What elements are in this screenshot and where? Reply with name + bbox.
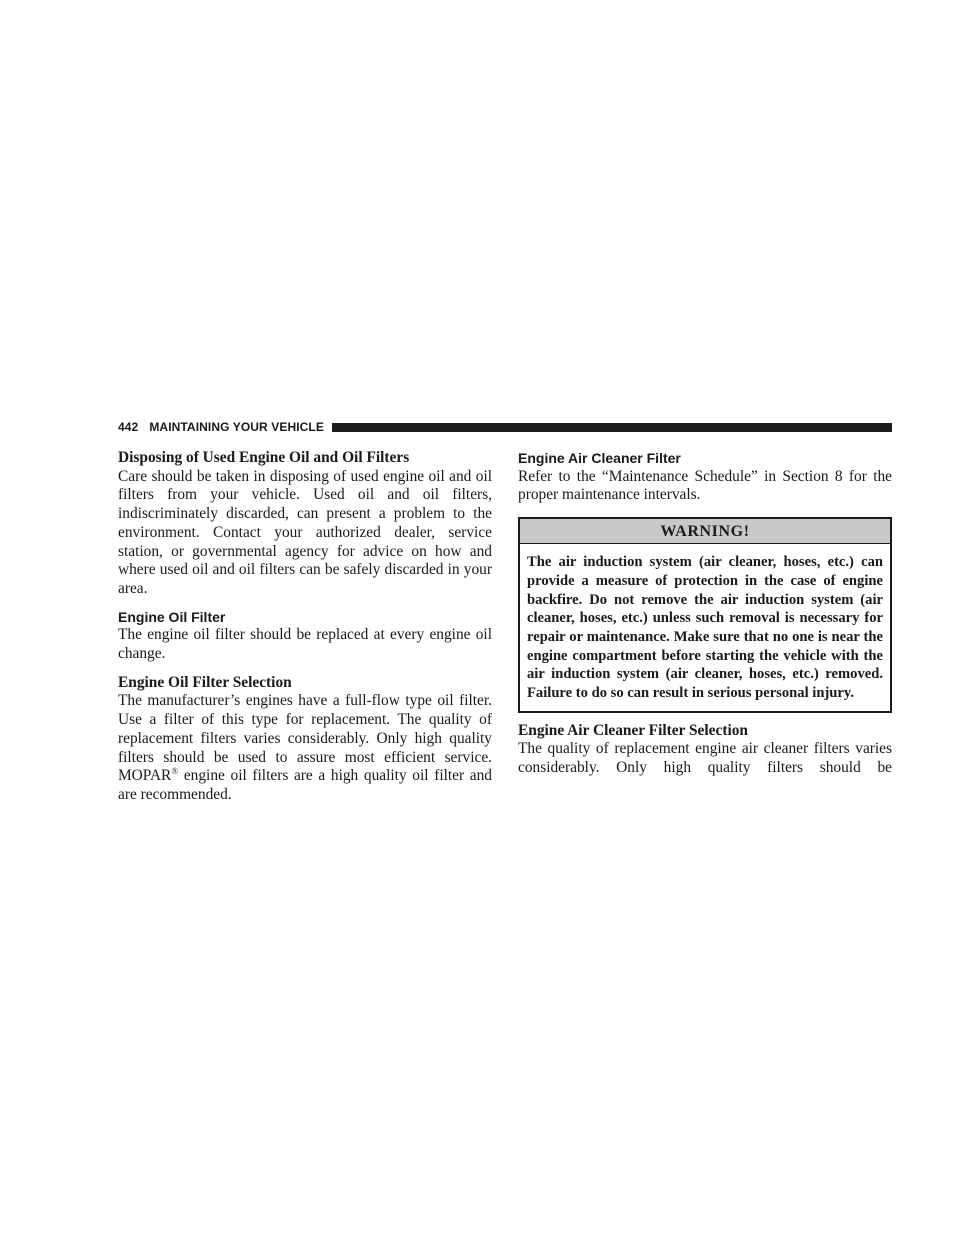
disposing-heading: Disposing of Used Engine Oil and Oil Filters	[118, 449, 410, 466]
oil-filter-selection-heading: Engine Oil Filter Selection	[118, 673, 292, 691]
warning-title: WARNING!	[520, 519, 890, 544]
air-cleaner-selection-paragraph: The quality of replacement engine air cleaner filters varies considerably. Only high quality filters should be	[518, 740, 892, 777]
air-cleaner-paragraph: Refer to the “Maintenance Schedule” in Section 8 for the proper maintenance intervals.	[518, 467, 892, 504]
air-cleaner-selection-heading: Engine Air Cleaner Filter Selection	[518, 721, 748, 739]
oil-filter-paragraph: The engine oil filter should be replaced at every engine oil change.	[118, 626, 492, 663]
oil-filter-selection-paragraph	[118, 692, 492, 804]
section-title: MAINTAINING YOUR VEHICLE	[149, 420, 324, 434]
air-cleaner-heading: Engine Air Cleaner Filter	[518, 450, 681, 466]
warning-text: The air induction system (air cleaner, hoses, etc.) can provide a measure of protection in the case of engine backfire. Do not remove the air induction system (air cleaner, hoses, etc.) unless such removal is necessary for repair or maintenance. Make sure that no one is near the engine compartment before starting the vehicle with the air induction system (air cleaner, hoses, etc.) removed. Failure to do so can result in serious personal injury.	[527, 554, 883, 702]
oil-filter-heading: Engine Oil Filter	[118, 608, 226, 625]
left-column	[118, 449, 492, 805]
selection-text-end: engine oil filters are a high quality oil filter and are recommended.	[118, 767, 492, 803]
warning-box	[518, 517, 892, 713]
header-rule	[332, 423, 892, 432]
disposing-paragraph: Care should be taken in disposing of used engine oil and oil filters from your vehicle. Used oil and oil filters, indiscriminately discarded, can present a problem to the environment. Contact your authorized dealer, service station, or governmental agency for advice on how and where used oil and oil filters can be safely discarded in your area.	[118, 467, 492, 597]
page-number: 442	[118, 420, 139, 434]
page-header	[118, 419, 892, 435]
registered-mark: ®	[171, 766, 179, 777]
right-column	[518, 449, 892, 778]
selection-text-start: The manufacturer’s engines have a full-flow type oil filter. Use a filter of this type for replacement. The quality of replacement filters varies considerably. Only high quality filters should be used to assure most efficient service. MOPAR	[118, 692, 492, 785]
